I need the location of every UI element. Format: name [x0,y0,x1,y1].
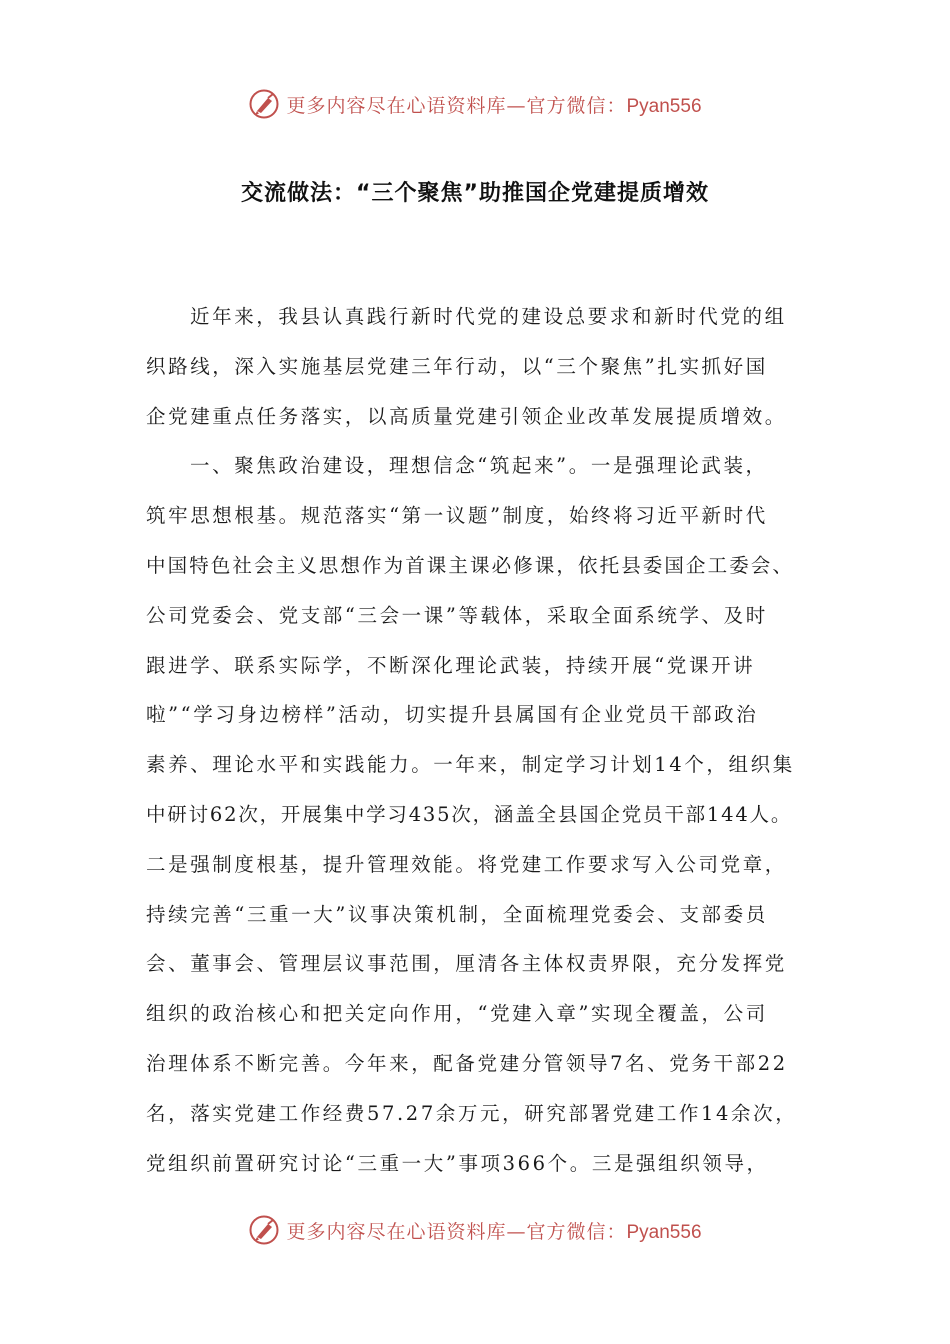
body-line: 一、聚焦政治建设，理想信念“筑起来”。一是强理论武装， [190,454,768,478]
banner-content [248,88,701,120]
body-line: 二是强制度根基，提升管理效能。将党建工作要求写入公司党章， [146,852,787,876]
wechat-id: Pyan556 [626,1221,702,1243]
footer-banner [0,1210,950,1250]
body-line: 近年来，我县认真践行新时代党的建设总要求和新时代党的组 [190,305,787,328]
body-line: 织路线，深入实施基层党建三年行动，以“三个聚焦”扎实抓好国 [146,354,768,378]
body-line: 中研讨62次，开展集中学习435次，涵盖全县国企党员干部144人。 [146,802,793,826]
banner-slogan: 更多内容尽在心语资料库—官方微信： [286,94,627,117]
wechat-id: Pyan556 [626,95,702,117]
body-line: 素养、理论水平和实践能力。一年来，制定学习计划14个，组织集 [146,753,795,777]
body-line: 中国特色社会主义思想作为首课主课必修课，依托县委国企工委会、 [146,553,795,577]
banner-slogan: 更多内容尽在心语资料库—官方微信： [286,1220,627,1243]
body-line: 持续完善“三重一大”议事决策机制，全面梳理党委会、支部委员 [146,902,768,926]
body-line: 企党建重点任务落实，以高质量党建引领企业改革发展提质增效。 [146,404,787,428]
body-line: 名，落实党建工作经费57.27余万元，研究部署党建工作14余次， [146,1101,798,1125]
header-banner [0,84,950,124]
pen-nib-logo-icon [248,88,280,120]
body-line: 跟进学、联系实际学，不断深化理论武装，持续开展“党课开讲 [146,653,756,677]
banner-content [248,1214,701,1246]
body-line: 啦”“学习身边榜样”活动，切实提升县属国有企业党员干部政治 [146,703,759,727]
banner-text [286,91,701,118]
body-line: 筑牢思想根基。规范落实“第一议题”制度，始终将习近平新时代 [146,504,768,528]
pen-nib-logo-icon [248,1214,280,1246]
document-body [146,292,811,1188]
banner-text [286,1217,701,1244]
document-title: 交流做法：“三个聚焦”助推国企党建提质增效 [241,181,709,206]
body-line: 会、董事会、管理层议事范围，厘清各主体权责界限，充分发挥党 [146,952,787,976]
body-line: 党组织前置研究讨论“三重一大”事项366个。三是强组织领导， [146,1151,769,1175]
body-line: 公司党委会、党支部“三会一课”等载体，采取全面系统学、及时 [146,603,768,627]
body-line: 组织的政治核心和把关定向作用，“党建入章”实现全覆盖，公司 [146,1002,768,1026]
body-line: 治理体系不断完善。今年来，配备党建分管领导7名、党务干部22 [146,1051,788,1075]
